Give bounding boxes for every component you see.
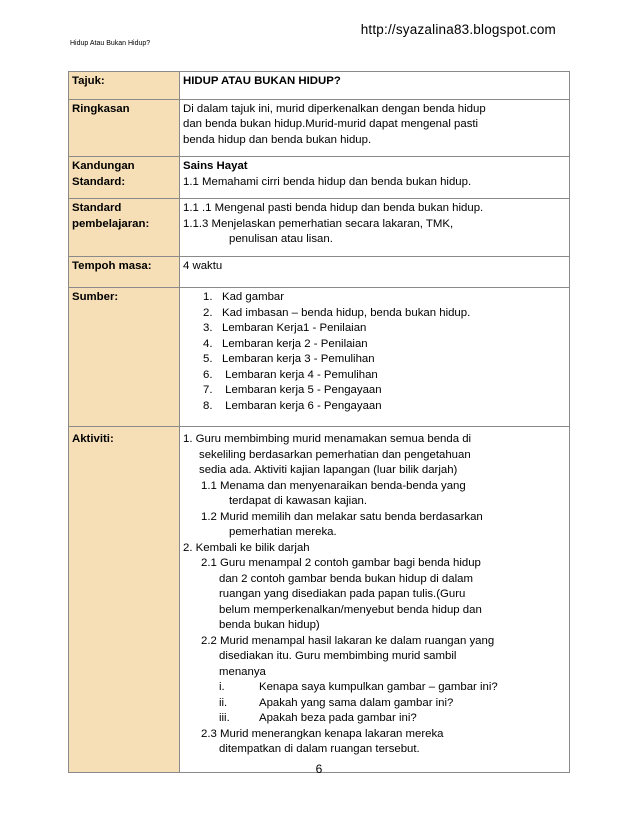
row-sumber <box>69 288 570 427</box>
list-item: 6. Lembaran kerja 4 - Pemulihan <box>203 368 378 381</box>
ringkasan-line: benda hidup dan benda bukan hidup. <box>183 133 372 146</box>
row-aktiviti <box>69 427 570 773</box>
value-aktiviti <box>180 427 570 773</box>
standard-line: 1.1 .1 Mengenal pasti benda hidup dan benda bukan hidup. <box>183 202 484 214</box>
question-item: iii. Apakah beza pada gambar ini? <box>219 712 417 724</box>
value-sumber <box>180 288 570 427</box>
aktiviti-line: ruangan yang disediakan pada papan tulis.(Guru <box>219 588 466 600</box>
ringkasan-line: Di dalam tajuk ini, murid diperkenalkan dengan benda hidup <box>183 102 486 115</box>
label-tajuk: Tajuk: <box>69 72 180 100</box>
lesson-plan-table <box>68 71 570 773</box>
aktiviti-line: sekeliling berdasarkan pemerhatian dan pengetahuan <box>199 448 471 461</box>
list-item: 8. Lembaran kerja 6 - Pengayaan <box>203 399 382 412</box>
label-sumber: Sumber: <box>69 288 180 427</box>
value-kandungan <box>180 157 570 199</box>
aktiviti-line: disediakan itu. Guru membimbing murid sambil <box>219 650 457 662</box>
label-standard <box>69 199 180 257</box>
label-standard-line: pembelajaran: <box>72 217 150 230</box>
list-item: 1. Kad gambar <box>203 291 285 303</box>
standard-line: penulisan atau lisan. <box>229 233 333 245</box>
label-kandungan-line: Kandungan <box>72 160 135 172</box>
aktiviti-line: 2. Kembali ke bilik darjah <box>183 541 310 554</box>
kandungan-line: 1.1 Memahami cirri benda hidup dan benda bukan hidup. <box>183 175 472 188</box>
standard-line: 1.1.3 Menjelaskan pemerhatian secara lakaran, TMK, <box>183 217 454 230</box>
value-tajuk: HIDUP ATAU BUKAN HIDUP? <box>180 72 570 100</box>
row-tajuk <box>69 72 570 100</box>
page-number: 6 <box>315 762 323 776</box>
aktiviti-line: 1.2 Murid memilih dan melakar satu benda berdasarkan <box>201 510 483 523</box>
label-ringkasan: Ringkasan <box>69 99 180 157</box>
row-ringkasan <box>69 99 570 157</box>
list-item: 4. Lembaran kerja 2 - Penilaian <box>203 337 368 350</box>
aktiviti-line: 2.3 Murid menerangkan kenapa lakaran mereka <box>201 727 444 740</box>
label-kandungan <box>69 157 180 199</box>
value-tempoh: 4 waktu <box>180 256 570 288</box>
aktiviti-line: 1. Guru membimbing murid menamakan semua benda di <box>183 433 472 445</box>
aktiviti-line: 1.1 Menama dan menyenaraikan benda-benda yang <box>201 479 466 492</box>
aktiviti-line: terdapat di kawasan kajian. <box>229 495 368 507</box>
list-item: 7. Lembaran kerja 5 - Pengayaan <box>203 384 382 396</box>
value-ringkasan <box>180 99 570 157</box>
list-item: 5. Lembaran kerja 3 - Pemulihan <box>203 353 375 365</box>
aktiviti-line: sedia ada. Aktiviti kajian lapangan (luar bilik darjah) <box>199 464 458 476</box>
aktiviti-line: belum memperkenalkan/menyebut benda hidup dan <box>219 603 482 616</box>
aktiviti-line: ditempatkan di dalam ruangan tersebut. <box>219 743 420 755</box>
aktiviti-line: 2.1 Guru menampal 2 contoh gambar bagi benda hidup <box>201 557 481 569</box>
value-standard <box>180 199 570 257</box>
sumber-list <box>183 290 566 414</box>
row-tempoh <box>69 256 570 288</box>
aktiviti-line: dan 2 contoh gambar benda bukan hidup di dalam <box>219 572 473 585</box>
label-tempoh: Tempoh masa: <box>69 256 180 288</box>
blog-url[interactable]: http://syazalina83.blogspot.com <box>360 22 556 37</box>
question-item: i. Kenapa saya kumpulkan gambar – gambar ini? <box>219 681 498 693</box>
row-kandungan <box>69 157 570 199</box>
aktiviti-line: 2.2 Murid menampal hasil lakaran ke dalam ruangan yang <box>201 634 495 647</box>
document-title: Hidup Atau Bukan Hidup? <box>70 40 151 47</box>
aktiviti-line: benda bukan hidup) <box>219 619 320 631</box>
row-standard <box>69 199 570 257</box>
question-item: ii. Apakah yang sama dalam gambar ini? <box>219 696 454 709</box>
list-item: 2. Kad imbasan – benda hidup, benda bukan hidup. <box>203 306 471 319</box>
kandungan-heading: Sains Hayat <box>183 160 248 172</box>
aktiviti-line: menanya <box>219 665 266 678</box>
label-aktiviti: Aktiviti: <box>69 427 180 773</box>
ringkasan-line: dan benda bukan hidup.Murid-murid dapat mengenal pasti <box>183 118 479 130</box>
label-kandungan-line: Standard: <box>72 175 126 188</box>
list-item: 3. Lembaran Kerja1 - Penilaian <box>203 322 367 334</box>
label-standard-line: Standard <box>72 202 122 214</box>
aktiviti-line: pemerhatian mereka. <box>229 526 337 538</box>
